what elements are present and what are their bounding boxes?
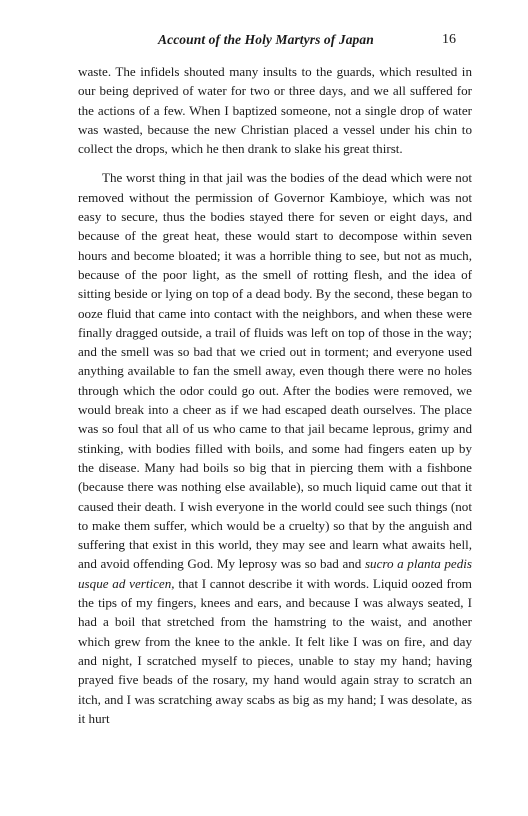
latin-phrase: sucro a planta pedis usque ad verticen, [78, 556, 472, 591]
running-title: Account of the Holy Martyrs of Japan [158, 32, 374, 47]
paragraph-text: The worst thing in that jail was the bodies of the dead which were not removed without the permission of Governor Kambioye, which was not easy to secure, thus the bodies stayed there for seven or eight days, and because of the great heat, these would start to decompose within seven hours and become bloated; it was a horrible thing to see, but not as much, because of the poor light, as the smell of rotting flesh, and the idea of sitting beside or lying on top of a dead body. By the second, these began to ooze fluid that came into contact with the neighbors, and when these were finally dragged outside, a trail of fluids was left on top of those in the way; and the smell was so bad that we cried out in torment; and everyone used anything available to fan the smell away, even though there were no holes through which the odor could go out. After the bodies were removed, we would break into a cheer as if we had escaped death ourselves. The place was so foul that all of us who came to that jail became leprous, grimy and stinking, with bodies filled with boils, and some had fingers eaten up by the disease. Many had boils so big that in piercing them with a fishbone (because there was nothing else available), so much liquid came out that it caused their death. I wish everyone in the world could see such things (not to make them suffer, which would be a cruelty) so that by the anguish and suffering that exist in this world, they may see and learn what awaits hell, and avoid offending God. My leprosy was so bad and [78, 170, 472, 572]
page-number: 16 [442, 32, 456, 47]
paragraph-text-continued: that I cannot describe it with words. Liquid oozed from the tips of my fingers, knees and ears, and because I was always seated, I had a boil that stretched from the hamstring to the waist, and another which grew from the knee to the ankle. It felt like I was on fire, and day and night, I scratched myself to pieces, unable to stay my hand; having prayed five beads of the rosary, my hand would again stray to scratch an itch, and I was scratching away scabs as big as my hand; I was desolate, as it hurt [78, 575, 472, 726]
running-header [78, 30, 472, 54]
paragraph-continued: waste. The infidels shouted many insults to the guards, which resulted in our being deprived of water for two or three days, and we all suffered for the actions of a few. When I baptized someone, not a single drop of water was wasted, because the new Christian placed a vessel under his chin to collect the drops, which he then drank to slake his great thirst. [78, 64, 472, 157]
document-page [78, 30, 472, 728]
paragraph-jail-conditions [78, 168, 472, 728]
